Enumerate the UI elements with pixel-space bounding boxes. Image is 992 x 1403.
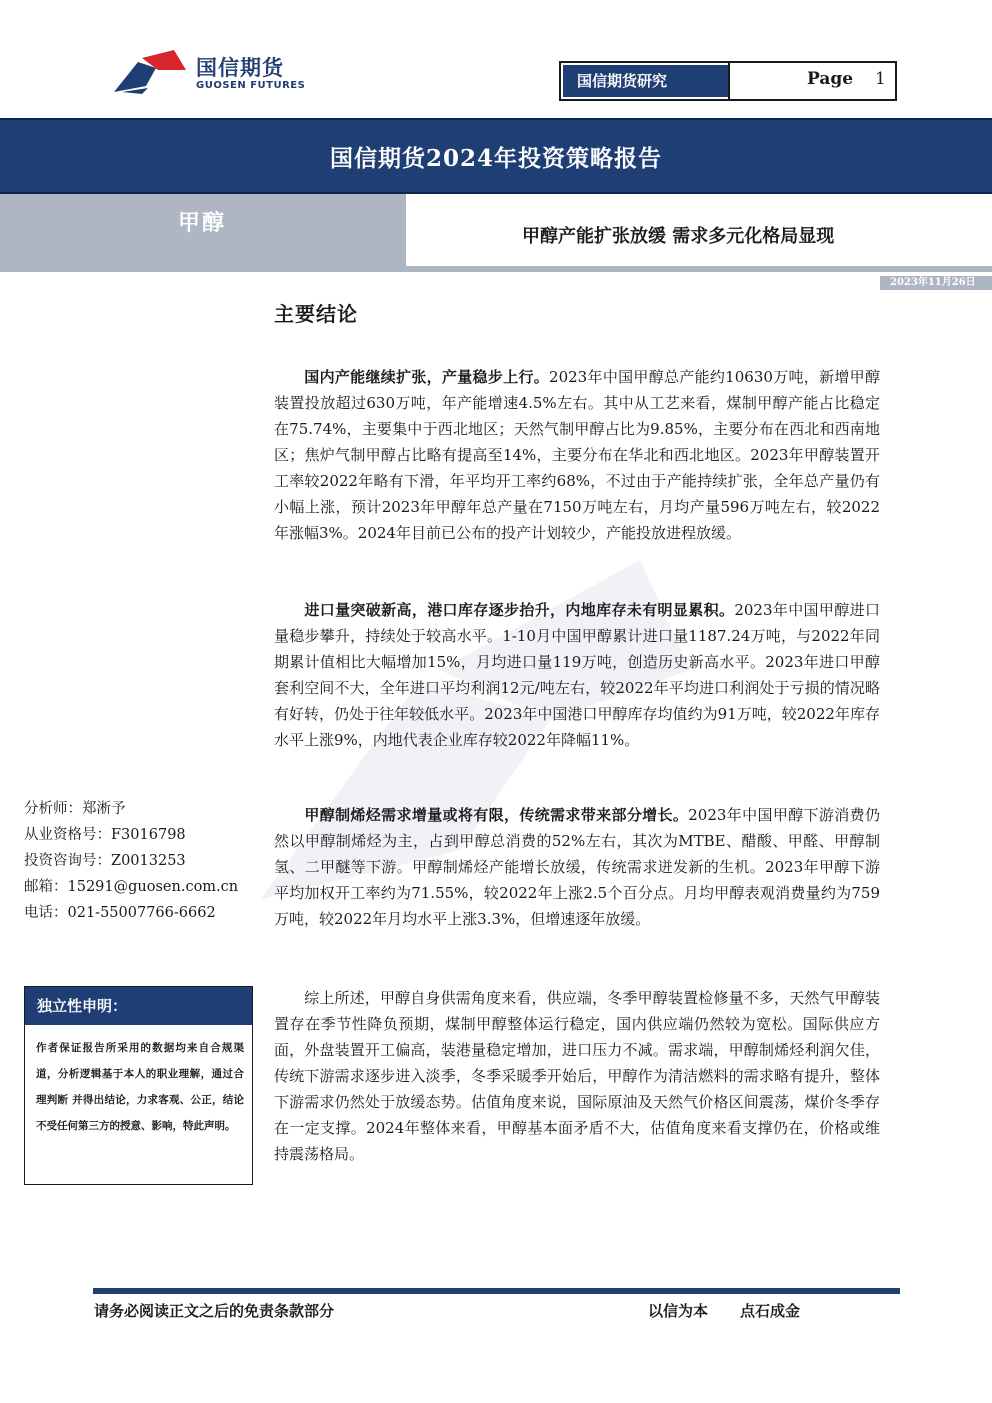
independence-statement-box (24, 986, 253, 1185)
subtitle-band (0, 194, 992, 272)
paragraph-4-text: 综上所述，甲醇自身供需角度来看，供应端，冬季甲醇装置检修量不多，天然气甲醇装置存在季节性降负预期，煤制甲醇整体运行稳定，国内供应端仍然较为宽松。国际供应方面，外盘装置开工偏高，装港量稳定增加，进口压力不减。需求端，甲醇制烯烃利润欠佳，传统下游需求逐步进入淡季，冬季采暖季开始后，甲醇作为清洁燃料的需求略有提升，整体下游需求仍然处于放缓态势。估值角度来说，国际原油及天然气价格区间震荡，煤价冬季存在一定支撑。2024年整体来看，甲醇基本面矛盾不大，估值角度来看支撑仍在，价格或维持震荡格局。 (274, 989, 880, 1163)
company-logo (112, 48, 312, 96)
analyst-license: F3016798 (111, 827, 186, 843)
paragraph-1 (274, 364, 880, 546)
paragraph-1-lead: 国内产能继续扩张，产量稳步上行。 (304, 368, 550, 386)
analyst-email-label: 邮箱： (24, 879, 68, 895)
analyst-name-label: 分析师： (24, 801, 82, 817)
product-box (0, 194, 406, 272)
independence-title: 独立性申明： (25, 987, 252, 1025)
analyst-phone: 021-55007766-6662 (67, 905, 216, 921)
analyst-phone-label: 电话： (24, 905, 68, 921)
analyst-email: 15291@guosen.com.cn (67, 879, 239, 895)
analyst-name-row (24, 796, 238, 822)
subtitle-underline (406, 266, 992, 272)
guosen-logo-icon (112, 48, 192, 96)
logo-english-name: GUOSEN FUTURES (196, 80, 306, 91)
paragraph-1-text: 2023年中国甲醇总产能约10630万吨，新增甲醇装置投放超过630万吨，年产能增速4.5%左右。其中从工艺来看，煤制甲醇产能占比稳定在75.74%，主要集中于西北地区；天然气制甲醇占比为9.85%，主要分布在西北和西南地区；焦炉气制甲醇占比略有提高至14%，主要分布在华北和西北地区。2023年甲醇装置开工率较2022年略有下滑，年平均开工率约68%，不过由于产能持续扩张，全年总产量仍有小幅上涨，预计2023年甲醇年总产量在7150万吨左右，月均产量596万吨左右，较2022年涨幅3%。2024年目前已公布的投产计划较少，产能投放进程放缓。 (274, 368, 880, 542)
analyst-phone-row (24, 900, 238, 926)
section-heading: 主要结论 (274, 302, 358, 326)
footer-slogan (648, 1300, 800, 1321)
footer-slogan-2: 点石成金 (740, 1302, 801, 1320)
analyst-name: 郑淅予 (82, 801, 126, 817)
analyst-info (24, 796, 238, 926)
header-divider (728, 63, 730, 99)
logo-chinese-name: 国信期货 (196, 56, 284, 80)
report-title: 国信期货2024年投资策略报告 (329, 145, 662, 172)
analyst-consult-row (24, 848, 238, 874)
analyst-license-label: 从业资格号： (24, 827, 111, 843)
analyst-license-row (24, 822, 238, 848)
analyst-consult: Z0013253 (111, 853, 186, 869)
report-subtitle: 甲醇产能扩张放缓 需求多元化格局显现 (522, 226, 835, 247)
page-indicator (807, 69, 886, 89)
footer-slogan-1: 以信为本 (648, 1302, 709, 1320)
paragraph-3-text: 2023年中国甲醇下游消费仍然以甲醇制烯烃为主，占到甲醇总消费的52%左右，其次为MTBE、醋酸、甲醛、甲醇制氢、二甲醚等下游。甲醇制烯烃产能增长放缓，传统需求迸发新的生机。2023年甲醇下游平均加权开工率约为71.55%，较2022年上涨2.5个百分点。月均甲醇表观消费量约为759万吨，较2022年月均水平上涨3.3%，但增速逐年放缓。 (274, 806, 880, 928)
paragraph-2-lead: 进口量突破新高，港口库存逐步抬升，内地库存未有明显累积。 (304, 601, 735, 619)
paragraph-2-text: 2023年中国甲醇进口量稳步攀升，持续处于较高水平。1-10月中国甲醇累计进口量1187.24万吨，与2022年同期累计值相比大幅增加15%，月均进口量119万吨，创造历史新高水平。2023年进口甲醇套利空间不大，全年进口平均利润12元/吨左右，较2022年平均进口利润处于亏损的情况略有好转，仍处于往年较低水平。2023年中国港口甲醇库存均值约为91万吨，较2022年库存水平上涨9%，内地代表企业库存较2022年降幅11%。 (274, 601, 880, 749)
page-number: 1 (875, 69, 886, 89)
title-band (0, 118, 992, 194)
paragraph-3 (274, 802, 880, 932)
independence-text: 作者保证报告所采用的数据均来自合规渠道，分析逻辑基于本人的职业理解，通过合理判断 并得出结论，力求客观、公正，结论不受任何第三方的授意、影响，特此声明。 (36, 1042, 244, 1132)
page-label: Page (807, 69, 854, 89)
footer-rule (93, 1288, 900, 1294)
paragraph-3-lead: 甲醇制烯烃需求增量或将有限，传统需求带来部分增长。 (304, 806, 689, 824)
report-date: 2023年11月26日 (880, 276, 992, 290)
product-name: 甲醇 (178, 210, 227, 236)
paragraph-4 (274, 985, 880, 1167)
analyst-consult-label: 投资咨询号： (24, 853, 111, 869)
header-page-box (559, 61, 897, 101)
analyst-email-row (24, 874, 238, 900)
research-label: 国信期货研究 (563, 65, 728, 97)
footer-disclaimer-note: 请务必阅读正文之后的免责条款部分 (94, 1302, 335, 1320)
paragraph-2 (274, 597, 880, 753)
